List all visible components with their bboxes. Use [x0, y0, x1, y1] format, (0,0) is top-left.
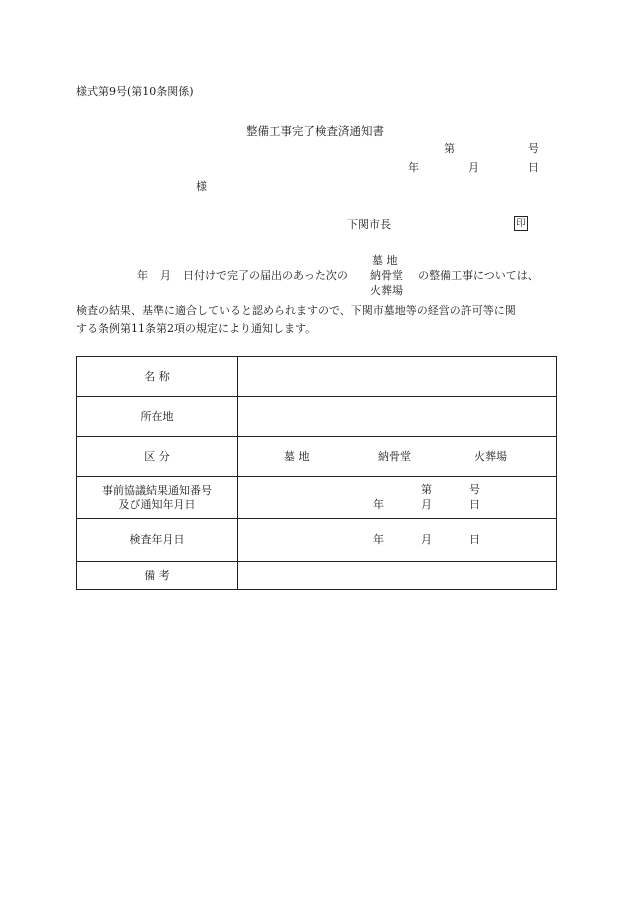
consultation-number-dai: 第: [421, 483, 432, 496]
notice-number-go: 号: [528, 142, 539, 155]
form-number: 様式第9号(第10条関係): [76, 85, 194, 98]
body-line-3: する条例第11条第2項の規定により通知します。: [76, 322, 317, 335]
category-option-ossuary[interactable]: 納骨堂: [378, 450, 411, 463]
table-row-category: [77, 437, 557, 477]
table-row-consultation: [77, 477, 557, 519]
consultation-date-month: 月: [421, 498, 432, 511]
issue-date-day: 日: [528, 161, 539, 174]
consultation-label-line-1: 事前協議結果通知番号: [102, 483, 212, 497]
table-row-name: [77, 357, 557, 397]
inspection-date-year: 年: [373, 533, 384, 546]
issue-date-year: 年: [408, 161, 419, 174]
document-title: 整備工事完了検査済通知書: [246, 124, 384, 138]
facility-option-ossuary: 納骨堂: [370, 269, 403, 282]
facility-option-crematorium: 火葬場: [370, 284, 403, 297]
body-date-clause: 日付けで完了の届出のあった次の: [183, 269, 348, 282]
name-value-field[interactable]: [238, 357, 557, 397]
issuer-name: 下関市長: [347, 218, 391, 231]
facility-option-cemetery: 墓 地: [372, 254, 398, 267]
consultation-label: [77, 477, 238, 519]
seal-mark: 印: [514, 216, 528, 231]
location-label: 所在地: [77, 397, 238, 437]
category-value-field[interactable]: [238, 437, 557, 477]
issue-date-month: 月: [468, 161, 479, 174]
inspection-date-value-field[interactable]: [238, 519, 557, 562]
body-month: 月: [160, 269, 171, 282]
consultation-date-day: 日: [469, 498, 480, 511]
body-line-2: 検査の結果、基準に適合していると認められますので、下関市墓地等の経営の許可等に関: [76, 304, 516, 317]
addressee-honorific: 様: [196, 180, 207, 193]
table-row-remarks: [77, 562, 557, 590]
consultation-label-line-2: 及び通知年月日: [118, 497, 196, 511]
table-row-location: [77, 397, 557, 437]
details-table: [76, 356, 557, 590]
inspection-date-month: 月: [421, 533, 432, 546]
remarks-label: 備 考: [77, 562, 238, 590]
consultation-number-go: 号: [469, 483, 480, 496]
table-row-inspection-date: [77, 519, 557, 562]
category-option-crematorium[interactable]: 火葬場: [474, 450, 507, 463]
notice-number-dai: 第: [444, 142, 455, 155]
body-year: 年: [137, 269, 148, 282]
remarks-value-field[interactable]: [238, 562, 557, 590]
consultation-value-field[interactable]: [238, 477, 557, 519]
name-label: 名 称: [77, 357, 238, 397]
category-option-cemetery[interactable]: 墓 地: [284, 450, 310, 463]
inspection-date-label: 検査年月日: [77, 519, 238, 562]
consultation-date-year: 年: [373, 498, 384, 511]
body-clause-after-facility: の整備工事については、: [418, 269, 539, 282]
category-label: 区 分: [77, 437, 238, 477]
location-value-field[interactable]: [238, 397, 557, 437]
inspection-date-day: 日: [469, 533, 480, 546]
